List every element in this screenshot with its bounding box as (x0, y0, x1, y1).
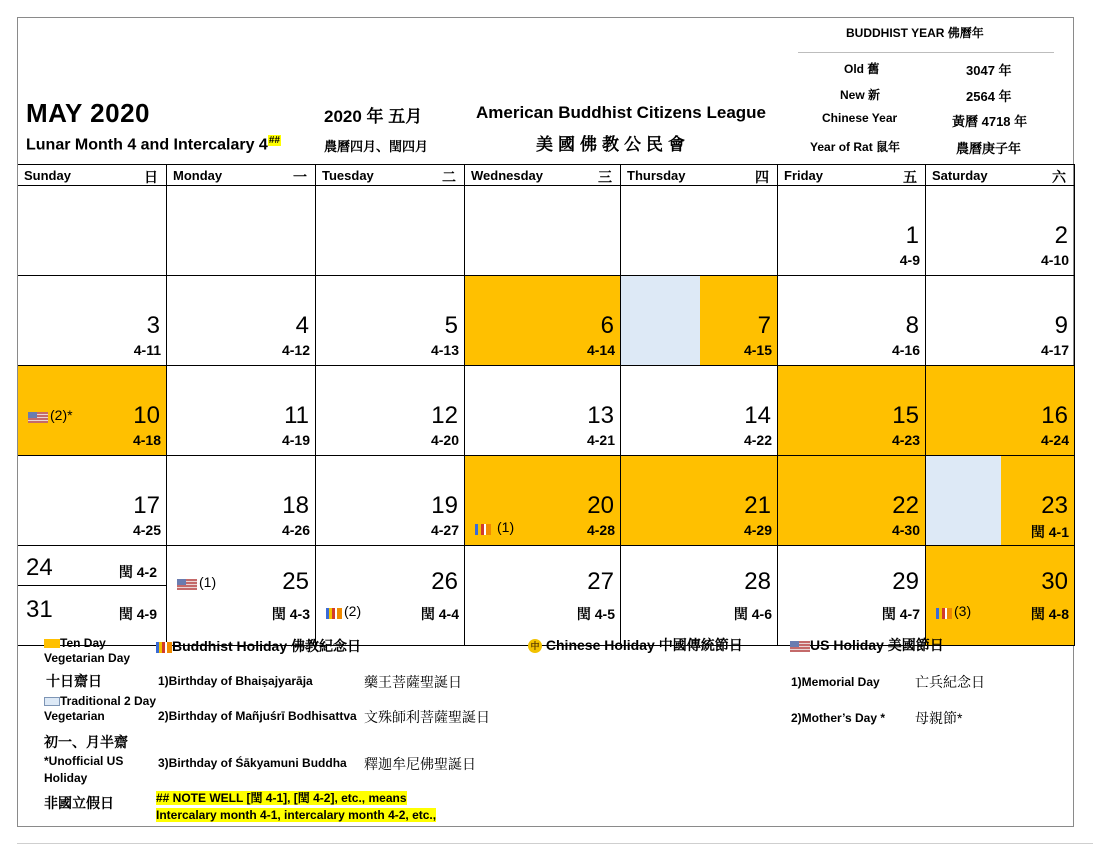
legend-two-day-cn: 初一、月半齋 (44, 734, 128, 750)
lunar-subtitle-text: Lunar Month 4 and Intercalary 4 (26, 136, 268, 154)
new-year-label: New 新 (840, 88, 881, 102)
weekday-name: Thursday (627, 168, 686, 183)
buddhist-flag-icon (936, 608, 952, 619)
lunar-date: 閏 4-4 (420, 606, 459, 622)
day-number: 16 (1041, 402, 1068, 429)
holiday-note: (2)* (50, 407, 73, 423)
lunar-date: 4-18 (132, 432, 161, 448)
lunar-date: 4-10 (1040, 252, 1069, 268)
blue-swatch-icon (44, 697, 60, 706)
us-flag-icon (28, 412, 48, 423)
day-number: 23 (1041, 492, 1068, 519)
buddhist-flag-icon (326, 608, 342, 619)
day-number: 25 (282, 568, 309, 595)
empty-day-cell[interactable] (621, 186, 778, 276)
day-cell-5[interactable] (316, 276, 465, 366)
legend-two-day (44, 694, 164, 724)
day-number: 10 (133, 402, 160, 429)
day-cell-30[interactable] (926, 546, 1075, 646)
day-number: 21 (744, 492, 771, 519)
legend-unofficial: *Unofficial US Holiday (44, 754, 124, 785)
day-cell-26[interactable] (316, 546, 465, 646)
chinese-coin-icon: 中 (528, 639, 542, 653)
day-cell-1[interactable] (778, 186, 926, 276)
lunar-date: 4-24 (1040, 432, 1069, 448)
us-holiday-2: 2)Mother’s Day * (791, 711, 886, 725)
lunar-date: 閏 4-1 (1030, 524, 1069, 540)
rat-year-value: 農曆庚子年 (956, 141, 1022, 156)
day-number: 20 (587, 492, 614, 519)
us-flag-icon (177, 579, 197, 590)
us-holiday-1-cn: 亡兵紀念日 (915, 674, 985, 690)
weekday-name-cn: 五 (903, 169, 917, 185)
lunar-date: 閏 4-6 (733, 606, 772, 622)
lunar-subtitle (26, 135, 281, 154)
day-cell-13[interactable] (465, 366, 621, 456)
day-number: 8 (905, 312, 919, 339)
weekday-header-sunday (18, 164, 167, 186)
day-cell-23[interactable] (926, 456, 1075, 546)
weekday-name: Sunday (24, 168, 71, 183)
day-number: 30 (1041, 568, 1068, 595)
day-cell-16[interactable] (926, 366, 1075, 456)
holiday-note: (1) (497, 519, 515, 535)
us-flag-icon (790, 641, 810, 652)
day-cell-28[interactable] (621, 546, 778, 646)
weekday-name: Wednesday (471, 168, 544, 183)
empty-day-cell[interactable] (465, 186, 621, 276)
legend-chinese-holiday-text: Chinese Holiday 中國傳統節日 (545, 637, 743, 653)
lunar-date: 閏 4-3 (271, 606, 310, 622)
day-number: 3 (146, 312, 160, 339)
day-cell-25[interactable] (167, 546, 316, 646)
weekday-header-monday (167, 164, 316, 186)
weekday-name-cn: 三 (598, 169, 612, 185)
day-number: 12 (431, 402, 458, 429)
day-number: 27 (587, 568, 614, 595)
buddhist-holiday-1-cn: 藥王菩薩聖誕日 (364, 674, 462, 690)
day-cell-10[interactable] (18, 366, 167, 456)
weekday-header-thursday (621, 164, 778, 186)
weekday-name-cn: 日 (144, 169, 158, 185)
lunar-date: 4-27 (430, 522, 459, 538)
day-cell-12[interactable] (316, 366, 465, 456)
day-cell-20[interactable] (465, 456, 621, 546)
rat-year-label: Year of Rat 鼠年 (810, 140, 901, 154)
lunar-date: 4-23 (891, 432, 920, 448)
day-number: 13 (587, 402, 614, 429)
day-cell-29[interactable] (778, 546, 926, 646)
day-cell-15[interactable] (778, 366, 926, 456)
lunar-date: 4-13 (430, 342, 459, 358)
day-cell-11[interactable] (167, 366, 316, 456)
day-number: 31 (26, 596, 53, 623)
legend-us-holiday (790, 635, 944, 655)
day-number: 2 (1054, 222, 1068, 249)
day-number: 19 (431, 492, 458, 519)
legend-ten-day-text: Ten Day Vegetarian Day (44, 636, 131, 665)
day-number: 26 (431, 568, 458, 595)
lunar-date: 閏 4-9 (118, 606, 157, 622)
legend-ten-day (44, 636, 164, 666)
weekday-name-cn: 二 (442, 169, 456, 185)
weekday-header-friday (778, 164, 926, 186)
traditional-vegetarian-marker (621, 276, 700, 365)
old-year-value: 3047 年 (966, 63, 1012, 78)
day-number: 28 (744, 568, 771, 595)
month-title: MAY 2020 (26, 98, 150, 128)
day-number: 6 (600, 312, 614, 339)
weekday-name: Saturday (932, 168, 988, 183)
day-cell-24[interactable] (18, 546, 167, 586)
weekday-name: Monday (173, 168, 223, 183)
legend-buddhist-holiday-text: Buddhist Holiday 佛教紀念日 (172, 638, 361, 654)
legend-buddhist-holiday (156, 636, 361, 656)
note-well (156, 790, 436, 824)
lunar-date: 4-16 (891, 342, 920, 358)
buddhist-flag-icon (156, 642, 172, 653)
lunar-date: 4-9 (899, 252, 920, 268)
old-year-label: Old 舊 (844, 62, 880, 76)
weekday-header-tuesday (316, 164, 465, 186)
yellow-swatch-icon (44, 639, 60, 648)
lunar-date: 4-19 (281, 432, 310, 448)
lunar-date: 4-30 (891, 522, 920, 538)
subtitle-footnote-mark: ## (268, 135, 280, 146)
legend-us-holiday-text: US Holiday 美國節日 (810, 637, 944, 653)
traditional-vegetarian-marker (926, 456, 1001, 545)
day-number: 29 (892, 568, 919, 595)
holiday-note: (2) (344, 603, 362, 619)
day-number: 24 (26, 554, 53, 581)
empty-day-cell[interactable] (18, 186, 167, 276)
note-well-line-1: ## NOTE WELL [閏 4-1], [閏 4-2], etc., means (156, 791, 407, 805)
league-name: American Buddhist Citizens League (476, 103, 766, 122)
us-holiday-1: 1)Memorial Day (791, 675, 880, 689)
buddhist-holiday-2: 2)Birthday of Mañjuśrī Bodhisattva (158, 709, 357, 723)
day-number: 4 (295, 312, 309, 339)
day-cell-18[interactable] (167, 456, 316, 546)
day-cell-4[interactable] (167, 276, 316, 366)
legend-chinese-holiday (528, 635, 743, 655)
day-cell-21[interactable] (621, 456, 778, 546)
us-holiday-2-cn: 母親節* (915, 710, 963, 726)
day-number: 9 (1054, 312, 1068, 339)
lunar-date: 閏 4-8 (1030, 606, 1069, 622)
chinese-year-label: Chinese Year (822, 111, 898, 125)
day-number: 14 (744, 402, 771, 429)
weekday-name: Tuesday (322, 168, 374, 183)
buddhist-holiday-2-cn: 文殊師利菩薩聖誕日 (364, 709, 490, 725)
empty-day-cell[interactable] (316, 186, 465, 276)
day-number: 17 (133, 492, 160, 519)
day-number: 7 (757, 312, 771, 339)
day-cell-2[interactable] (926, 186, 1075, 276)
day-number: 15 (892, 402, 919, 429)
calendar-frame (17, 17, 1074, 827)
weekday-name: Friday (784, 168, 824, 183)
note-well-line-2: Intercalary month 4-1, intercalary month 4-2, etc., (156, 808, 437, 822)
day-number: 18 (282, 492, 309, 519)
buddhist-year-label: BUDDHIST YEAR 佛曆年 (846, 26, 984, 40)
chinese-lunar-subtitle: 農曆四月、閏四月 (324, 139, 429, 154)
legend-two-day-text: Traditional 2 Day Vegetarian (44, 694, 157, 723)
weekday-name-cn: 一 (293, 169, 307, 185)
buddhist-flag-icon (475, 524, 491, 535)
lunar-date: 4-15 (743, 342, 772, 358)
lunar-date: 4-22 (743, 432, 772, 448)
day-cell-22[interactable] (778, 456, 926, 546)
lunar-date: 4-29 (743, 522, 772, 538)
lunar-date: 4-26 (281, 522, 310, 538)
lunar-date: 4-14 (586, 342, 615, 358)
weekday-name-cn: 四 (755, 169, 769, 185)
buddhist-holiday-3-cn: 釋迦牟尼佛聖誕日 (364, 756, 476, 772)
day-number: 5 (444, 312, 458, 339)
legend-unofficial-cn: 非國立假日 (44, 795, 114, 811)
chinese-month-title: 2020 年 五月 (324, 107, 423, 126)
buddhist-year-divider (798, 52, 1054, 53)
day-cell-3[interactable] (18, 276, 167, 366)
legend-ten-day-cn: 十日齋日 (46, 673, 102, 689)
day-cell-27[interactable] (465, 546, 621, 646)
lunar-date: 閏 4-7 (881, 606, 920, 622)
day-cell-17[interactable] (18, 456, 167, 546)
lunar-date: 4-25 (132, 522, 161, 538)
lunar-date: 4-20 (430, 432, 459, 448)
lunar-date: 閏 4-5 (576, 606, 615, 622)
page-bottom-rule (17, 843, 1093, 844)
day-number: 11 (284, 402, 309, 429)
holiday-note: (1) (199, 574, 217, 590)
league-name-chinese: 美國佛教公民會 (536, 135, 690, 154)
day-cell-6[interactable] (465, 276, 621, 366)
buddhist-holiday-1: 1)Birthday of Bhaiṣajyarāja (158, 674, 313, 688)
lunar-date: 4-21 (586, 432, 615, 448)
day-cell-8[interactable] (778, 276, 926, 366)
weekday-name-cn: 六 (1052, 169, 1066, 185)
day-cell-9[interactable] (926, 276, 1075, 366)
lunar-date: 4-17 (1040, 342, 1069, 358)
day-cell-19[interactable] (316, 456, 465, 546)
buddhist-holiday-3: 3)Birthday of Śākyamuni Buddha (158, 756, 347, 770)
day-number: 1 (905, 222, 919, 249)
lunar-date: 閏 4-2 (118, 564, 157, 580)
weekday-header-saturday (926, 164, 1075, 186)
day-cell-14[interactable] (621, 366, 778, 456)
lunar-date: 4-12 (281, 342, 310, 358)
lunar-date: 4-11 (133, 342, 161, 358)
chinese-year-value: 黃曆 4718 年 (952, 114, 1028, 129)
weekday-header-wednesday (465, 164, 621, 186)
day-number: 22 (892, 492, 919, 519)
empty-day-cell[interactable] (167, 186, 316, 276)
holiday-note: (3) (954, 603, 972, 619)
new-year-value: 2564 年 (966, 89, 1012, 104)
day-cell-7[interactable] (621, 276, 778, 366)
lunar-date: 4-28 (586, 522, 615, 538)
